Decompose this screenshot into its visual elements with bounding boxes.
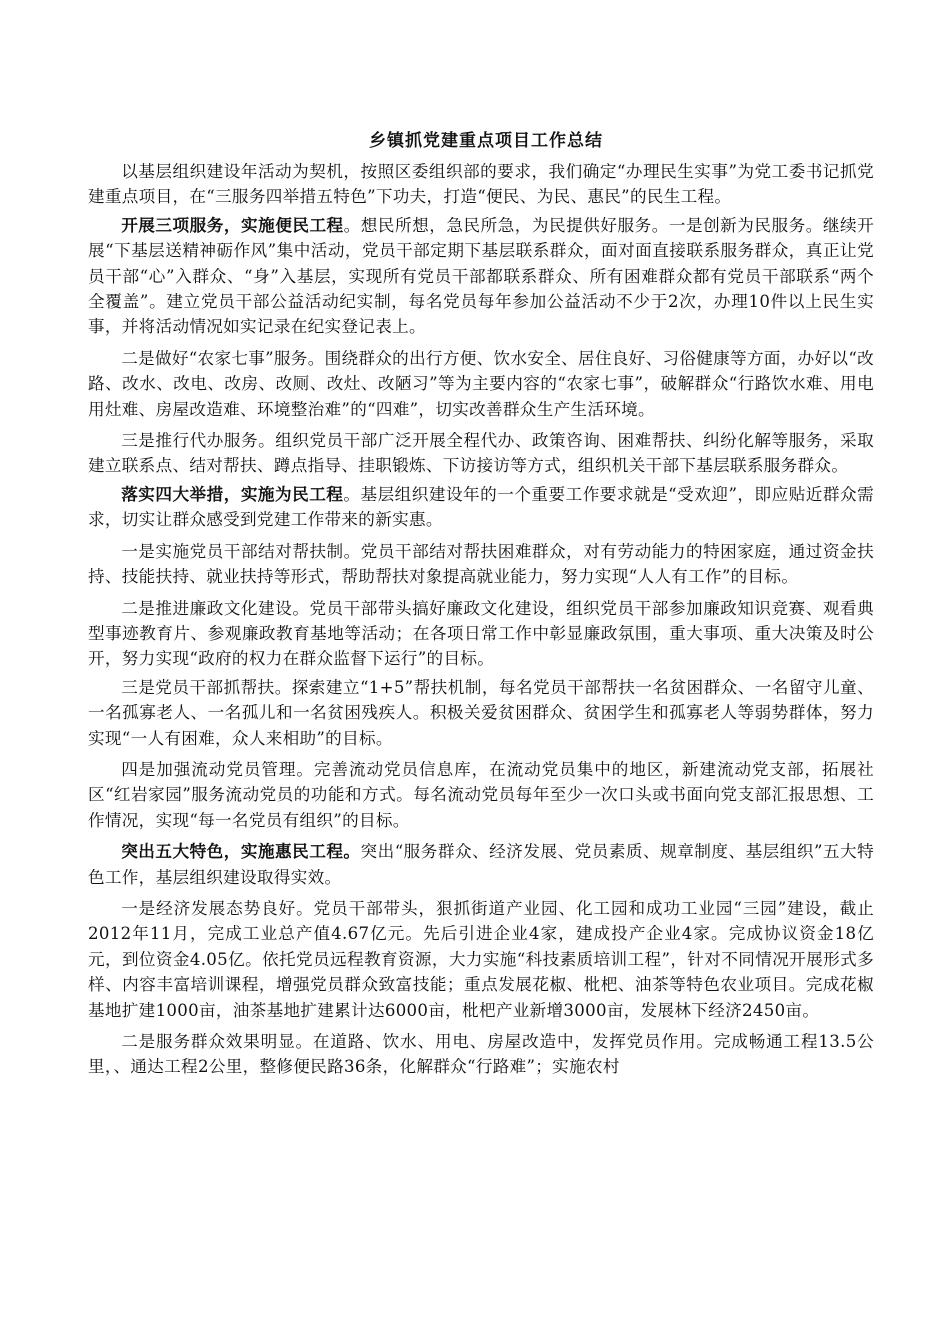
- paragraph-body: 二是推进廉政文化建设。党员干部带头搞好廉政文化建设，组织党员干部参加廉政知识竞赛、观看典型事迹教育片、参观廉政教育基地等活动；在各项日常工作中彰显廉政氛围，重大事项、重大决策及时公开，努力实现“政府的权力在群众监督下运行”的目标。: [88, 598, 874, 669]
- paragraph-pairing-assistance: [88, 539, 874, 590]
- paragraph-section-benefit-people: [88, 839, 874, 890]
- paragraph-body: 突出“服务群众、经济发展、党员素质、规章制度、基层组织”五大特色工作，基层组织建设取得实效。: [88, 842, 875, 887]
- paragraph-body: 。基层组织建设年的一个重要工作要求就是“受欢迎”，即应贴近群众需求，切实让群众感受到党建工作带来的新实惠。: [88, 484, 874, 530]
- paragraph-serving-masses: [88, 1029, 874, 1080]
- paragraph-cadre-assistance: [88, 675, 874, 751]
- paragraph-farm-seven-matters: [88, 346, 874, 422]
- paragraph-body: 一是实施党员干部结对帮扶制。党员干部结对帮扶困难群众，对有劳动能力的特困家庭，通过资金扶持、技能扶持、就业扶持等形式，帮助帮扶对象提高就业能力，努力实现“人人有工作”的目标。: [88, 541, 874, 587]
- paragraph-body: 三是党员干部抓帮扶。探索建立“1+5”帮扶机制，每名党员干部帮扶一名贫困群众、一名留守儿童、一名孤寡老人、一名孤儿和一名贫困残疾人。积极关爱贫困群众、贫困学生和孤寡老人等弱势群体，努力实现“一人有困难，众人来相助”的目标。: [88, 677, 874, 748]
- document-page: [88, 126, 874, 1086]
- document-title: 乡镇抓党建重点项目工作总结: [369, 131, 603, 151]
- paragraph-body: 以基层组织建设年活动为契机，按照区委组织部的要求，我们确定“办理民生实事”为党工委书记抓党建重点项目，在“三服务四举措五特色”下功夫，打造“便民、为民、惠民”的民生工程。: [88, 162, 874, 207]
- paragraph-mobile-members: [88, 757, 874, 833]
- paragraph-body: 二是做好“农家七事”服务。围绕群众的出行方便、饮水安全、居住良好、习俗健康等方面，办好以“改路、改水、改电、改房、改厕、改灶、改陋习”等为主要内容的“农家七事”，破解群众“行路饮水难、用电用灶难、房屋改造难、环境整治难”的“四难”，切实改善群众生产生活环境。: [88, 348, 874, 419]
- paragraph-body: 三是推行代办服务。组织党员干部广泛开展全程代办、政策咨询、困难帮扶、纠纷化解等服务，采取建立联系点、结对帮扶、蹲点指导、挂职锻炼、下访接访等方式，组织机关干部下基层联系服务群众。: [88, 431, 874, 476]
- paragraph-proxy-service: [88, 428, 874, 479]
- paragraph-economic-development: [88, 896, 874, 1023]
- paragraph-body: 一是经济发展态势良好。党员干部带头，狠抓街道产业园、化工园和成功工业园“三园”建设，截止2012年11月，完成工业总产值4.67亿元。先后引进企业4家，建成投产企业4家。完成协议资金18亿元，到位资金4.05亿。依托党员远程教育资源，大力实施“科技素质培训工程”，针对不同情况开展形式多样、内容丰富培训课程，增强党员群众致富技能；重点发展花椒、枇杷、油茶等特色农业项目。完成花椒基地扩建1000亩，油茶基地扩建累计达6000亩，枇杷产业新增3000亩，发展林下经济2450亩。: [88, 898, 874, 1020]
- paragraph-intro: [88, 159, 874, 210]
- paragraph-body: 二是服务群众效果明显。在道路、饮水、用电、房屋改造中，发挥党员作用。完成畅通工程13.5公里，、通达工程2公里，整修便民路36条，化解群众“行路难”；实施农村: [88, 1032, 874, 1077]
- paragraph-lead: 落实四大举措，实施为民工程: [121, 483, 344, 504]
- paragraph-lead: 突出五大特色，实施惠民工程。: [121, 841, 361, 862]
- paragraph-section-convenience: [88, 213, 874, 340]
- paragraph-body: 。想民所想，急民所急，为民提供好服务。一是创新为民服务。继续开展“下基层送精神砺作风”集中活动，党员干部定期下基层联系群众，面对面直接联系服务群众，真正让党员干部“心”入群众、“身”入基层，实现所有党员干部都联系群众、所有困难群众都有党员干部联系“两个全覆盖”。建立党员干部公益活动纪实制，每名党员每年参加公益活动不少于2次，办理10件以上民生实事，并将活动情况如实记录在纪实登记表上。: [88, 215, 874, 337]
- paragraph-section-for-people: [88, 482, 874, 533]
- paragraph-integrity-culture: [88, 596, 874, 672]
- paragraph-body: 四是加强流动党员管理。完善流动党员信息库，在流动党员集中的地区，新建流动党支部，拓展社区“红岩家园”服务流动党员的功能和方式。每名流动党员每年至少一次口头或书面向党支部汇报思想、工作情况，实现“每一名党员有组织”的目标。: [88, 759, 874, 830]
- paragraph-lead: 开展三项服务，实施便民工程: [121, 214, 344, 235]
